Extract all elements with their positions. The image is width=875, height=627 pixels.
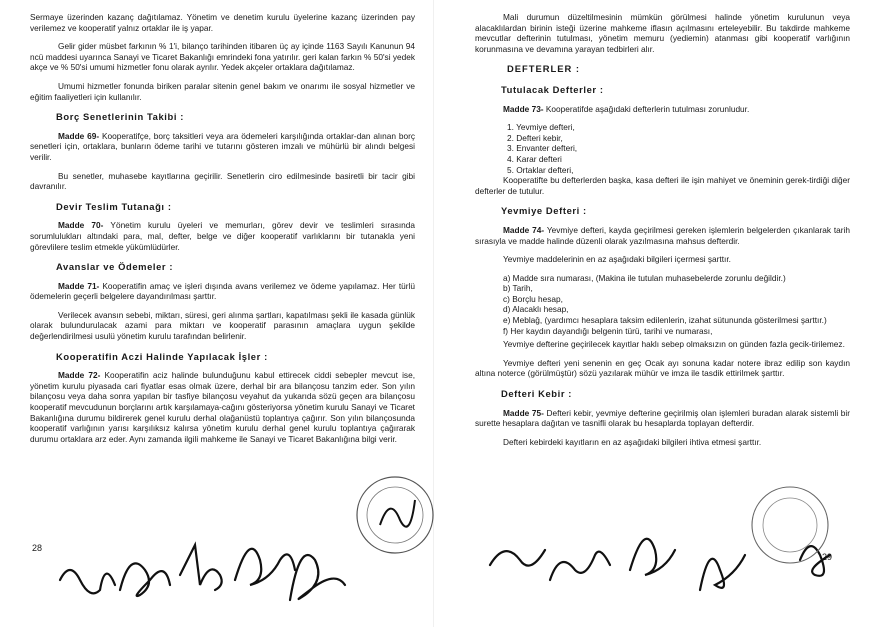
article-71 <box>30 281 415 302</box>
article-text: Defteri kebir, yevmiye defterine geçirilmiş olan işlemleri buradan alarak sistemli bir surette hesaplara dağıtan ve tasnifli olarak bu hesaplarda toplayan defterdir. <box>475 407 851 429</box>
paragraph: Yevmiye defteri yeni senenin en geç Ocak ayı sonuna kadar notere ibraz edilip son kaydın altına noterce (görülmüştür) sözü yazılarak mühür ve imza ile tasdik ettirilmek şarttır. <box>475 357 850 379</box>
signature-mark <box>120 563 170 596</box>
article-70 <box>30 220 415 252</box>
cooperative-stamp <box>745 480 835 570</box>
article-text: Kooperatifin amaç ve işleri dışında avans verilemez ve ödeme yapılamaz. Her türlü ödemelerin geçerli belgelere dayandırılması şarttır. <box>30 280 415 302</box>
page-number-right: 29 <box>822 552 833 562</box>
list-item: a) Madde sıra numarası, (Makina ile tutulan muhasebelerde zorunlu değildir.) <box>503 272 786 283</box>
journal-items <box>475 273 850 337</box>
article-text: Kooperatifçe, borç taksitleri veya ara ödemeleri karşılığında ortaklar-dan alınan borç senetleri için, ortaklara, bunların ödeme tarihi ve tutarını gösteren imzalı ve mühürlü bir alındı belgesi verilir. <box>30 130 415 162</box>
section-heading: Defteri Kebir : <box>501 388 572 400</box>
article-74 <box>475 225 850 246</box>
article-69 <box>30 131 415 163</box>
list-item: c) Borçlu hesap, <box>503 293 563 304</box>
section-heading: Devir Teslim Tutanağı : <box>56 200 172 212</box>
article-text: Yönetim kurulu üyeleri ve memurları, görev devir ve teslimleri sırasında sorumlulukları altındaki para, mal, defter, belge ve diğer kooperatif varlıklarını bir tutanakla yeni görevlilere teslim etmekle yükümlüdürler. <box>30 220 415 252</box>
signature-mark <box>700 555 745 590</box>
article-label: Madde 70- <box>58 220 104 231</box>
paragraph: Verilecek avansın sebebi, miktarı, süresi, geri alınma şartları, kapatılması şekli ile kasada günlük olarak bulundurulacak azami para miktarı ve kooperatif parasının amaçlara uygun şekilde değerlendirilmesi usulü yönetim kurulu tarafından belirlenir. <box>30 309 415 342</box>
signature-mark <box>290 555 345 600</box>
list-item: f) Her kaydın dayandığı belgenin türü, tarihi ve numarası, <box>503 325 713 336</box>
article-73 <box>475 104 850 115</box>
paragraph: Sermaye üzerinden kazanç dağıtılamaz. Yönetim ve denetim kurulu üyelerine kazanç üzerinden pay verilemez ve kooperatif yalnız ortaklar ile iş yapar. <box>30 12 415 33</box>
article-label: Madde 71- <box>58 280 100 291</box>
chapter-heading: DEFTERLER : <box>507 63 580 75</box>
paragraph: Gelir gider müsbet farkının % 1'i, bilanço tarihinden itibaren üç ay içinde 1163 Sayılı Kanunun 94 ncü maddesi uyarınca Sanayi ve Ticaret Bakanlığı emrindeki fona yatırılır. geri kalan farkın % 50'si yedek akçe ve % 50'si umumi hizmetler fonu olarak ayrılır. Yedek akçeler ortaklara dağıtılamaz. <box>30 41 415 73</box>
list-item: d) Alacaklı hesap, <box>503 304 569 315</box>
ledger-list <box>475 122 850 175</box>
article-72 <box>30 370 415 444</box>
paragraph: Yevmiye defterine geçirilecek kayıtlar haklı sebep olmaksızın on günden fazla gecik-tirilemez. <box>503 339 845 350</box>
signature-mark <box>630 539 675 575</box>
list-item: 5. Ortaklar defteri, <box>507 164 574 175</box>
page-number-left: 28 <box>32 543 43 553</box>
list-item: b) Tarih, <box>503 283 533 294</box>
section-heading: Kooperatifin Aczi Halinde Yapılacak İşler : <box>56 350 268 362</box>
list-item: 3. Envanter defteri, <box>507 143 578 154</box>
article-label: Madde 75- <box>503 407 544 418</box>
paragraph: Mali durumun düzeltilmesinin mümkün görülmesi halinde yönetim kurulunun veya alacaklılardan birinin isteği üzerine mahkeme iflasın açılmasını erteleyebilir. Bu takdirde mahkeme mevcutlar defterinin tutulması, yönetim memuru (yediemin) atanması gibi kooperatif varlığının korunmasına ve devamına yarayan tedbirleri alır. <box>475 12 850 54</box>
article-label: Madde 74- <box>503 224 545 235</box>
signature-mark <box>490 550 545 566</box>
list-item: 1. Yevmiye defteri, <box>507 122 575 133</box>
paragraph: Kooperatifte bu defterlerden başka, kasa defteri ile işin mahiyet ve öneminin gerek-tirdiği diğer defterler de tutulur. <box>475 175 850 196</box>
article-text: Kooperatifin aciz halinde bulunduğunu kabul ettirecek ciddi sebepler mevcut ise, yönetim kurulu piyasada cari fiyatlar esas olmak üzere, derhal bir ara bilançosu tanzim eder. Son yılın bilançosu veya daha sonra yapılan bir tasfiye bilançosu veyahut da yukarıda sözü geçen ara bilançosu kooperatif mevcudunun borçlarını artık karşılamaya-cağını gösteriyorsa yönetim kurulu Sanayi ve Ticaret Bakanlığına durumu bildirerek genel kurulu derhal olağanüstü toplantıya çağırır. Son yılın bilançosunda kooperatif varlığının yarısı karşılıksız kalırsa yönetim kurulu derhal genel kurulu toplantıya çağırarak durumu ortaklara arz eder. Aynı zamanda ilgili mahkeme ile Sanayi ve Ticaret Bakanlığına bilgi verir. <box>30 370 415 444</box>
right-page <box>475 12 850 455</box>
list-item: 2. Defteri kebir, <box>507 132 563 143</box>
paragraph: Yevmiye maddelerinin en az aşağıdaki bilgileri içermesi şarttır. <box>503 254 731 265</box>
section-heading: Borç Senetlerinin Takibi : <box>56 111 184 123</box>
paragraph: Umumi hizmetler fonunda biriken paralar sitenin genel bakım ve onarımı ile sosyal hizmetler ve eğitim faaliyetleri için kullanılır. <box>30 80 415 102</box>
section-heading: Tutulacak Defterler : <box>501 83 604 95</box>
paragraph: Defteri kebirdeki kayıtların en az aşağıdaki bilgileri ihtiva etmesi şarttır. <box>503 436 762 447</box>
paragraph: Bu senetler, muhasebe kayıtlarına geçirilir. Senetlerin ciro edilmesinde basiretli bir tacir gibi davranılır. <box>30 170 415 192</box>
article-text: Yevmiye defteri, kayda geçirilmesi gereken işlemlerin belgelerden çıkanlarak tarih sırasıyla ve madde halinde düzenli olarak yazılmasına mahsus defterdir. <box>475 224 850 246</box>
article-text: Kooperatifde aşağıdaki defterlerin tutulması zorunludur. <box>543 103 750 114</box>
list-item: 4. Karar defteri <box>507 153 562 164</box>
cooperative-stamp <box>350 470 440 560</box>
article-75 <box>475 408 850 429</box>
signature-mark <box>60 570 115 593</box>
article-label: Madde 73- <box>503 103 544 114</box>
section-heading: Avanslar ve Ödemeler : <box>56 261 174 273</box>
article-label: Madde 72- <box>58 370 101 381</box>
article-label: Madde 69- <box>58 130 100 141</box>
section-heading: Yevmiye Defteri : <box>501 205 587 217</box>
signature-mark <box>180 545 222 590</box>
list-item: e) Meblağ, (yardımcı hesaplara taksim edilenlerin, izahat sütununda gösterilmesi şarttır.) <box>503 315 827 326</box>
left-page <box>30 12 415 452</box>
signature-mark <box>550 552 610 580</box>
signature-mark <box>235 549 295 585</box>
